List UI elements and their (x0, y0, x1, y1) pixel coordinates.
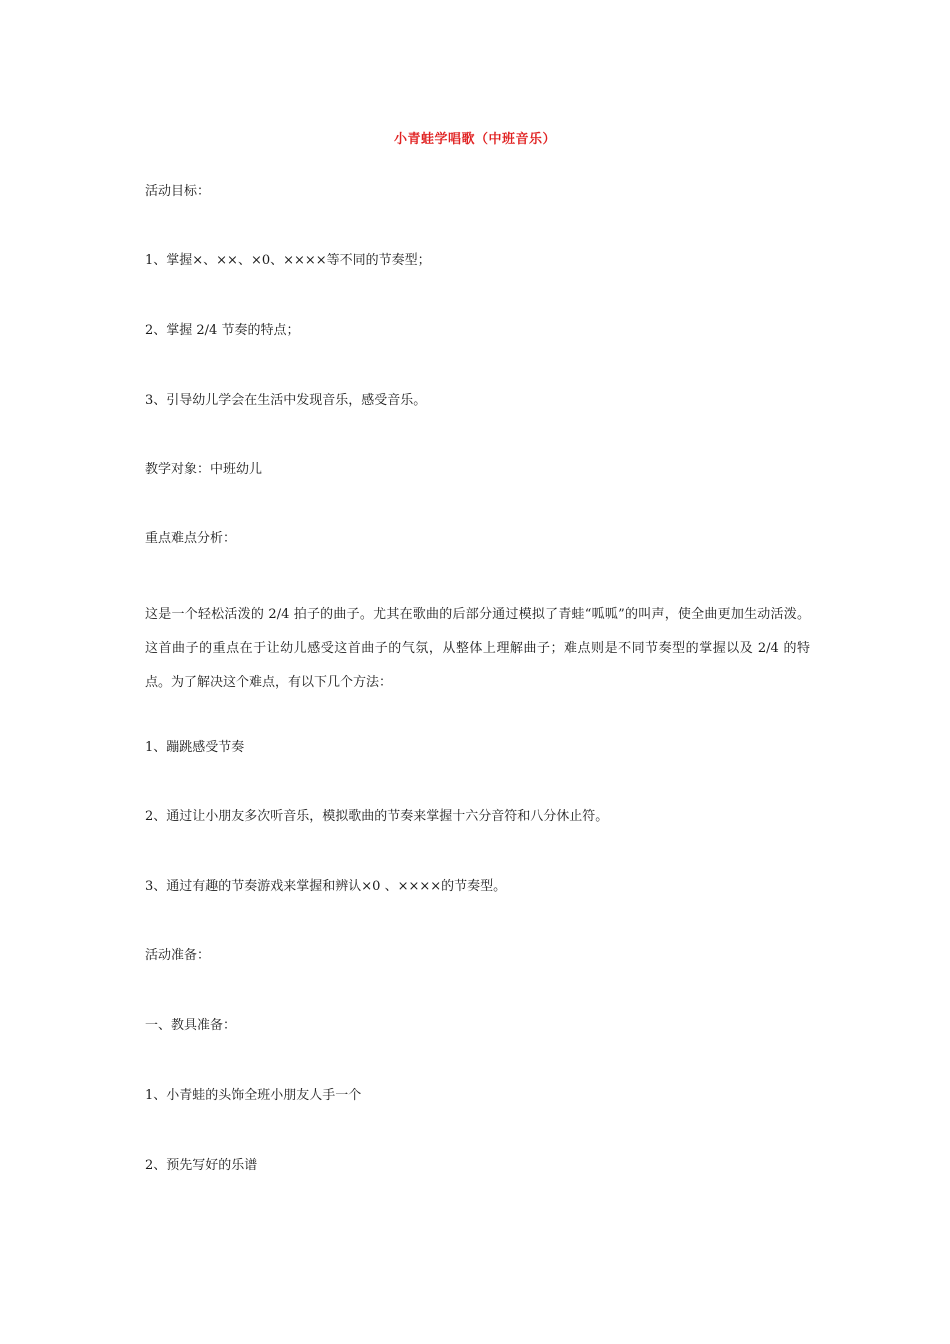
goal-item-3: 3、引导幼儿学会在生活中发现音乐，感受音乐。 (145, 393, 427, 408)
analysis-paragraph: 这是一个轻松活泼的 2/4 拍子的曲子。尤其在歌曲的后部分通过模拟了青蛙“呱呱”的叫声，使全曲更加生动活泼。这首曲子的重点在于让幼儿感受这首曲子的气氛，从整体上理解曲子；难点则是不同节奏型的掌握以及 2/4 的特点。为了解决这个难点，有以下几个方法： (145, 607, 810, 690)
method-item-2: 2、通过让小朋友多次听音乐，模拟歌曲的节奏来掌握十六分音符和八分休止符。 (145, 809, 609, 824)
prep-heading: 活动准备： (145, 948, 211, 963)
method-item-3: 3、通过有趣的节奏游戏来掌握和辨认×0 、××××的节奏型。 (145, 879, 507, 894)
goal-item-2: 2、掌握 2/4 节奏的特点； (145, 323, 300, 338)
tools-heading: 一、教具准备： (145, 1018, 237, 1033)
method-item-1: 1、蹦跳感受节奏 (145, 740, 245, 755)
tool-item-1: 1、小青蛙的头饰全班小朋友人手一个 (145, 1088, 362, 1103)
audience-line: 教学对象：中班幼儿 (145, 462, 263, 477)
goals-heading: 活动目标： (145, 184, 211, 199)
document-title: 小青蛙学唱歌（中班音乐） (393, 132, 556, 147)
goal-item-1: 1、掌握×、××、×0、××××等不同的节奏型； (145, 253, 431, 268)
analysis-heading: 重点难点分析： (145, 531, 237, 546)
tool-item-2: 2、预先写好的乐谱 (145, 1158, 258, 1173)
